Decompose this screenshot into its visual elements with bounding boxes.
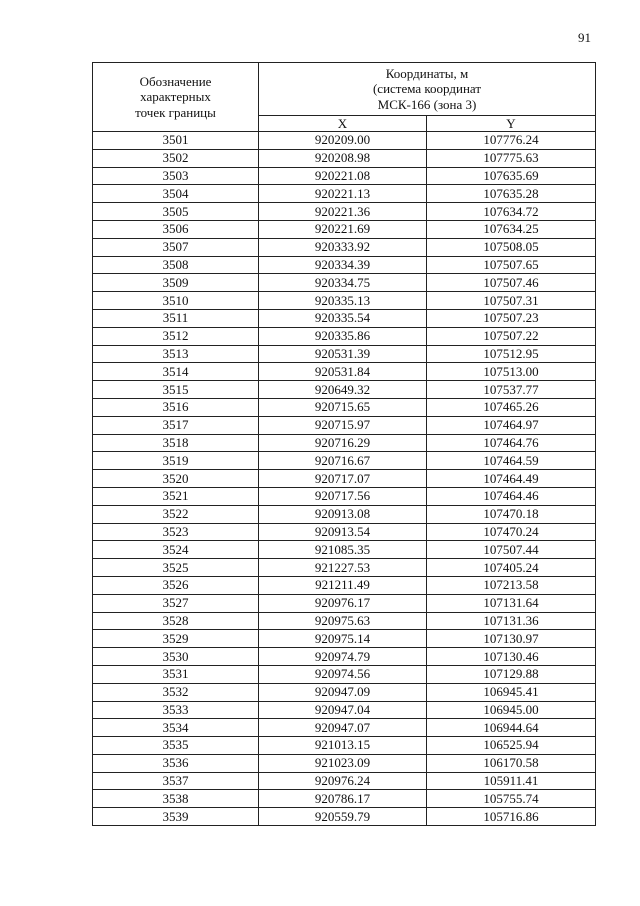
x-coordinate-cell: 920947.07 bbox=[259, 719, 427, 737]
table-row bbox=[93, 345, 596, 363]
x-coordinate-cell: 920786.17 bbox=[259, 790, 427, 808]
table-row bbox=[93, 220, 596, 238]
point-cell: 3524 bbox=[93, 541, 259, 559]
point-cell: 3533 bbox=[93, 701, 259, 719]
table-row bbox=[93, 256, 596, 274]
y-coordinate-cell: 107129.88 bbox=[427, 665, 596, 683]
table-row bbox=[93, 541, 596, 559]
table-row bbox=[93, 790, 596, 808]
x-coordinate-cell: 921013.15 bbox=[259, 737, 427, 755]
x-coordinate-cell: 920976.24 bbox=[259, 772, 427, 790]
y-coordinate-cell: 107635.28 bbox=[427, 185, 596, 203]
x-coordinate-cell: 920531.84 bbox=[259, 363, 427, 381]
y-coordinate-cell: 105716.86 bbox=[427, 808, 596, 826]
x-coordinate-cell: 920335.54 bbox=[259, 309, 427, 327]
x-coordinate-cell: 920335.86 bbox=[259, 327, 427, 345]
point-cell: 3522 bbox=[93, 505, 259, 523]
point-cell: 3514 bbox=[93, 363, 259, 381]
table-row bbox=[93, 292, 596, 310]
table-row bbox=[93, 203, 596, 221]
table-row bbox=[93, 167, 596, 185]
x-coordinate-cell: 920974.79 bbox=[259, 648, 427, 666]
x-coordinate-cell: 921085.35 bbox=[259, 541, 427, 559]
point-cell: 3515 bbox=[93, 381, 259, 399]
y-coordinate-cell: 107513.00 bbox=[427, 363, 596, 381]
point-cell: 3502 bbox=[93, 149, 259, 167]
y-coordinate-cell: 107130.97 bbox=[427, 630, 596, 648]
x-coordinate-cell: 920975.14 bbox=[259, 630, 427, 648]
point-designation-header bbox=[93, 63, 259, 132]
x-coordinate-cell: 920209.00 bbox=[259, 132, 427, 150]
y-coordinate-cell: 107470.24 bbox=[427, 523, 596, 541]
point-cell: 3520 bbox=[93, 470, 259, 488]
y-coordinate-cell: 106945.00 bbox=[427, 701, 596, 719]
point-cell: 3513 bbox=[93, 345, 259, 363]
x-coordinate-cell: 920221.69 bbox=[259, 220, 427, 238]
header-line: Координаты, м bbox=[385, 65, 469, 81]
y-coordinate-cell: 107464.97 bbox=[427, 416, 596, 434]
point-cell: 3523 bbox=[93, 523, 259, 541]
point-cell: 3516 bbox=[93, 398, 259, 416]
y-coordinate-cell: 107131.64 bbox=[427, 594, 596, 612]
table-row bbox=[93, 470, 596, 488]
table-row bbox=[93, 612, 596, 630]
table-row bbox=[93, 701, 596, 719]
y-coordinate-cell: 107131.36 bbox=[427, 612, 596, 630]
point-cell: 3519 bbox=[93, 452, 259, 470]
x-coordinate-cell: 920715.97 bbox=[259, 416, 427, 434]
y-coordinate-cell: 107507.23 bbox=[427, 309, 596, 327]
x-coordinate-cell: 920221.08 bbox=[259, 167, 427, 185]
table-row bbox=[93, 149, 596, 167]
y-coordinate-cell: 105755.74 bbox=[427, 790, 596, 808]
y-coordinate-cell: 107507.46 bbox=[427, 274, 596, 292]
point-cell: 3505 bbox=[93, 203, 259, 221]
point-cell: 3511 bbox=[93, 309, 259, 327]
table-row bbox=[93, 772, 596, 790]
y-coordinate-cell: 107464.46 bbox=[427, 487, 596, 505]
table-row bbox=[93, 737, 596, 755]
x-coordinate-cell: 920334.75 bbox=[259, 274, 427, 292]
table-row bbox=[93, 398, 596, 416]
header-line: характерных bbox=[140, 89, 211, 105]
x-coordinate-cell: 921211.49 bbox=[259, 576, 427, 594]
y-coordinate-cell: 107634.25 bbox=[427, 220, 596, 238]
x-coordinate-cell: 920975.63 bbox=[259, 612, 427, 630]
table-row bbox=[93, 416, 596, 434]
x-coordinate-cell: 920716.67 bbox=[259, 452, 427, 470]
table-row bbox=[93, 719, 596, 737]
table-row bbox=[93, 327, 596, 345]
x-coordinate-cell: 920221.13 bbox=[259, 185, 427, 203]
table-row bbox=[93, 505, 596, 523]
y-coordinate-cell: 107130.46 bbox=[427, 648, 596, 666]
x-coordinate-cell: 921227.53 bbox=[259, 559, 427, 577]
table-row bbox=[93, 665, 596, 683]
y-coordinate-cell: 107776.24 bbox=[427, 132, 596, 150]
table-row bbox=[93, 309, 596, 327]
y-coordinate-cell: 107512.95 bbox=[427, 345, 596, 363]
x-coordinate-cell: 920717.56 bbox=[259, 487, 427, 505]
point-cell: 3501 bbox=[93, 132, 259, 150]
x-coordinate-cell: 920947.09 bbox=[259, 683, 427, 701]
header-line: (система координат bbox=[372, 81, 482, 97]
y-coordinate-cell: 107465.26 bbox=[427, 398, 596, 416]
table-row bbox=[93, 559, 596, 577]
y-coordinate-cell: 107635.69 bbox=[427, 167, 596, 185]
point-cell: 3526 bbox=[93, 576, 259, 594]
point-cell: 3509 bbox=[93, 274, 259, 292]
table-row bbox=[93, 576, 596, 594]
x-coordinate-cell: 920947.04 bbox=[259, 701, 427, 719]
point-cell: 3532 bbox=[93, 683, 259, 701]
table-row bbox=[93, 648, 596, 666]
x-coordinate-cell: 920913.54 bbox=[259, 523, 427, 541]
x-coordinate-cell: 920716.29 bbox=[259, 434, 427, 452]
point-cell: 3531 bbox=[93, 665, 259, 683]
table-row bbox=[93, 487, 596, 505]
point-cell: 3525 bbox=[93, 559, 259, 577]
x-coordinate-cell: 920649.32 bbox=[259, 381, 427, 399]
y-coordinate-cell: 107775.63 bbox=[427, 149, 596, 167]
y-coordinate-cell: 106170.58 bbox=[427, 754, 596, 772]
y-coordinate-cell: 107634.72 bbox=[427, 203, 596, 221]
x-coordinate-cell: 920976.17 bbox=[259, 594, 427, 612]
point-cell: 3537 bbox=[93, 772, 259, 790]
point-cell: 3529 bbox=[93, 630, 259, 648]
table-row bbox=[93, 808, 596, 826]
x-coordinate-cell: 920913.08 bbox=[259, 505, 427, 523]
y-coordinate-cell: 107213.58 bbox=[427, 576, 596, 594]
coordinates-header bbox=[259, 63, 596, 116]
y-coordinate-cell: 105911.41 bbox=[427, 772, 596, 790]
table-row bbox=[93, 683, 596, 701]
point-cell: 3535 bbox=[93, 737, 259, 755]
table-row bbox=[93, 523, 596, 541]
y-coordinate-cell: 107507.31 bbox=[427, 292, 596, 310]
y-coordinate-cell: 106945.41 bbox=[427, 683, 596, 701]
y-coordinate-cell: 107508.05 bbox=[427, 238, 596, 256]
table-row bbox=[93, 594, 596, 612]
point-cell: 3504 bbox=[93, 185, 259, 203]
point-cell: 3503 bbox=[93, 167, 259, 185]
y-coordinate-cell: 107507.65 bbox=[427, 256, 596, 274]
header-line: МСК-166 (зона 3) bbox=[377, 96, 477, 112]
page-number: 91 bbox=[578, 30, 591, 45]
point-cell: 3539 bbox=[93, 808, 259, 826]
x-coordinate-cell: 920974.56 bbox=[259, 665, 427, 683]
x-coordinate-cell: 920208.98 bbox=[259, 149, 427, 167]
x-coordinate-cell: 920559.79 bbox=[259, 808, 427, 826]
point-cell: 3508 bbox=[93, 256, 259, 274]
table-row bbox=[93, 185, 596, 203]
point-cell: 3512 bbox=[93, 327, 259, 345]
y-coordinate-cell: 107464.59 bbox=[427, 452, 596, 470]
header-line: точек границы bbox=[135, 104, 216, 120]
point-cell: 3538 bbox=[93, 790, 259, 808]
y-coordinate-cell: 107507.22 bbox=[427, 327, 596, 345]
y-coordinate-cell: 107464.49 bbox=[427, 470, 596, 488]
point-cell: 3506 bbox=[93, 220, 259, 238]
coordinates-table bbox=[92, 62, 596, 826]
table-row bbox=[93, 363, 596, 381]
point-cell: 3518 bbox=[93, 434, 259, 452]
table-row bbox=[93, 132, 596, 150]
y-coordinate-cell: 107470.18 bbox=[427, 505, 596, 523]
x-coordinate-cell: 920335.13 bbox=[259, 292, 427, 310]
header-line: Обозначение bbox=[139, 73, 212, 89]
table-row bbox=[93, 452, 596, 470]
point-cell: 3530 bbox=[93, 648, 259, 666]
point-cell: 3507 bbox=[93, 238, 259, 256]
y-coordinate-cell: 106944.64 bbox=[427, 719, 596, 737]
x-column-header: X bbox=[259, 116, 427, 132]
point-cell: 3521 bbox=[93, 487, 259, 505]
table-row bbox=[93, 238, 596, 256]
x-coordinate-cell: 921023.09 bbox=[259, 754, 427, 772]
table-row bbox=[93, 274, 596, 292]
y-coordinate-cell: 107507.44 bbox=[427, 541, 596, 559]
point-cell: 3517 bbox=[93, 416, 259, 434]
x-coordinate-cell: 920333.92 bbox=[259, 238, 427, 256]
x-coordinate-cell: 920531.39 bbox=[259, 345, 427, 363]
x-coordinate-cell: 920717.07 bbox=[259, 470, 427, 488]
x-coordinate-cell: 920715.65 bbox=[259, 398, 427, 416]
y-coordinate-cell: 107464.76 bbox=[427, 434, 596, 452]
y-coordinate-cell: 107405.24 bbox=[427, 559, 596, 577]
point-cell: 3527 bbox=[93, 594, 259, 612]
point-cell: 3536 bbox=[93, 754, 259, 772]
point-cell: 3510 bbox=[93, 292, 259, 310]
table-row bbox=[93, 434, 596, 452]
x-coordinate-cell: 920334.39 bbox=[259, 256, 427, 274]
table-row bbox=[93, 381, 596, 399]
x-coordinate-cell: 920221.36 bbox=[259, 203, 427, 221]
point-cell: 3534 bbox=[93, 719, 259, 737]
point-cell: 3528 bbox=[93, 612, 259, 630]
table-row bbox=[93, 754, 596, 772]
table-row bbox=[93, 630, 596, 648]
y-coordinate-cell: 106525.94 bbox=[427, 737, 596, 755]
table-body bbox=[93, 132, 596, 826]
y-column-header: Y bbox=[427, 116, 596, 132]
y-coordinate-cell: 107537.77 bbox=[427, 381, 596, 399]
